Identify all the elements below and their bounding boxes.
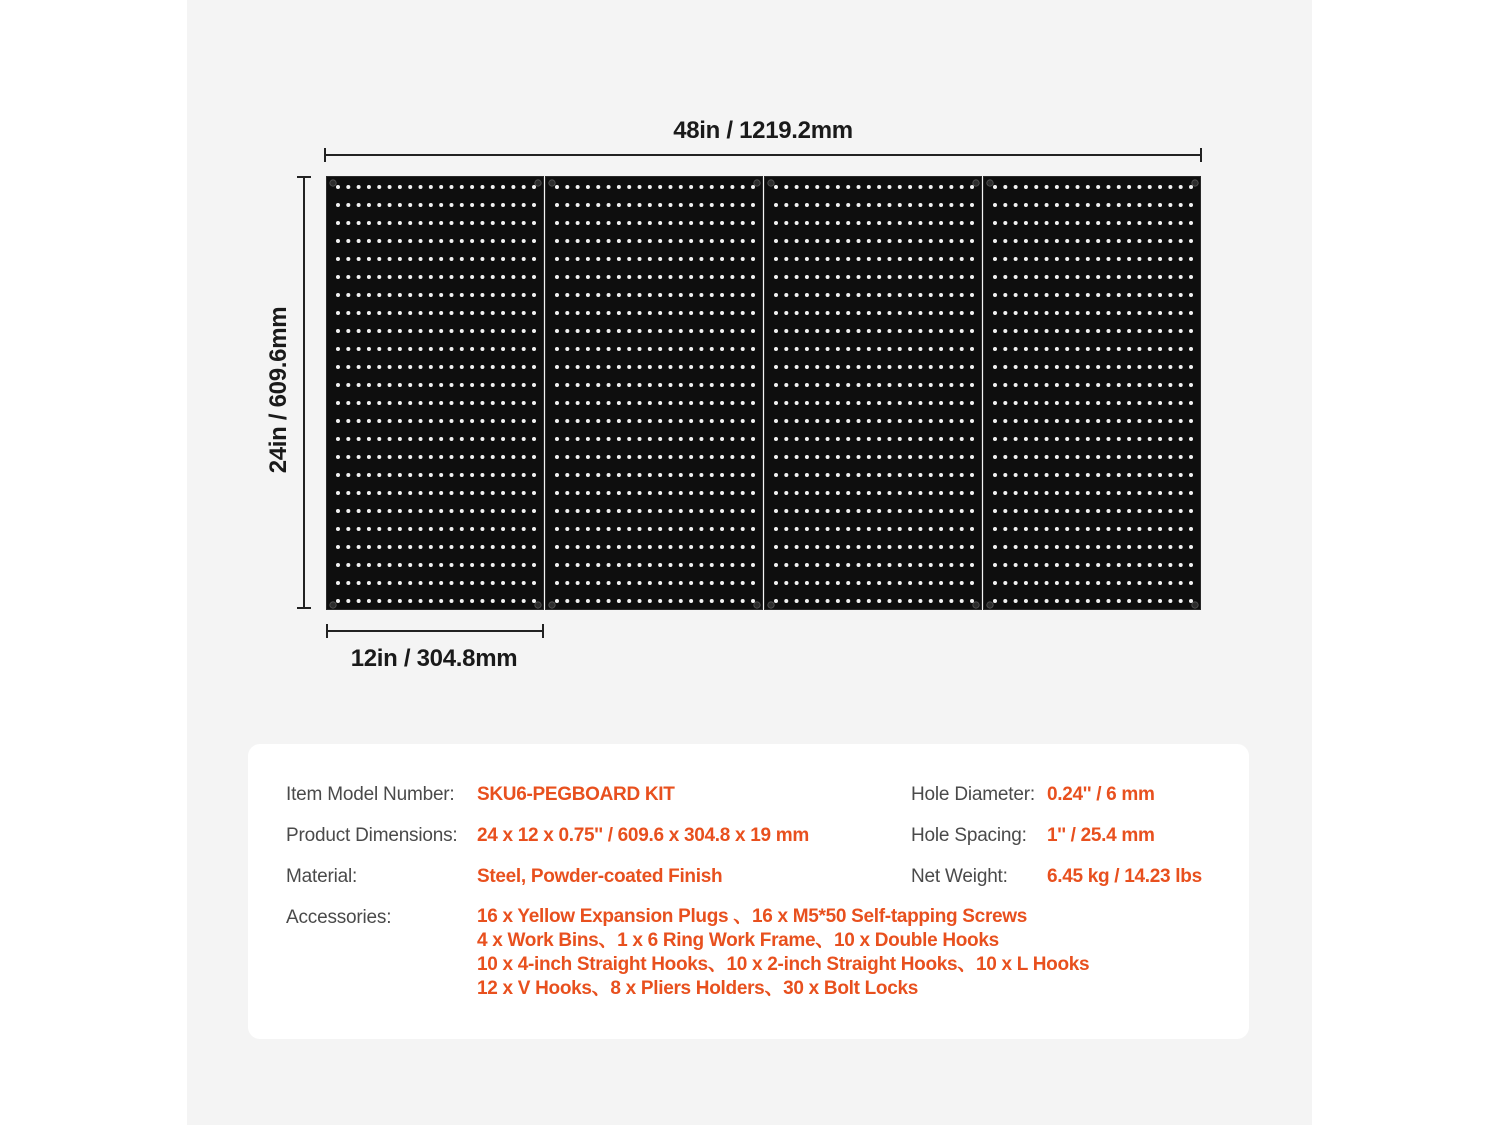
item-model-number-label: Item Model Number: [286,784,455,805]
pegboard-holes [327,177,545,611]
height-label: 24in / 609.6mm [265,306,292,474]
accessories-label: Accessories: [286,907,392,928]
panel-width-label: 12in / 304.8mm [350,645,518,672]
product-dimensions-label: Product Dimensions: [286,825,458,846]
pegboard-holes [984,177,1202,611]
net-weight-label: Net Weight: [911,866,1008,887]
pegboard-holes [546,177,764,611]
overall-width-line [325,154,1202,156]
material-value: Steel, Powder-coated Finish [477,866,723,887]
panel-width-cap-left [326,624,328,638]
accessories-line: 16 x Yellow Expansion Plugs 、16 x M5*50 Self-tapping Screws [477,906,1028,927]
accessories-list [477,905,1089,1001]
accessories-line: 12 x V Hooks、8 x Pliers Holders、30 x Bolt Locks [477,978,919,999]
overall-width-label: 48in / 1219.2mm [673,117,853,144]
pegboard-panel [545,176,763,610]
hole-spacing-label: Hole Spacing: [911,825,1027,846]
pegboard-holes [765,177,983,611]
net-weight-value: 6.45 kg / 14.23 lbs [1047,866,1202,887]
material-label: Material: [286,866,358,887]
panel-width-line [326,630,544,632]
pegboard-panel [983,176,1201,610]
accessories-line: 10 x 4-inch Straight Hooks、10 x 2-inch Straight Hooks、10 x L Hooks [477,954,1090,975]
pegboard [326,176,1202,610]
overall-width-cap-left [324,148,326,162]
overall-width-cap-right [1200,148,1202,162]
height-line [303,177,305,609]
item-model-number-value: SKU6-PEGBOARD KIT [477,784,675,805]
hole-spacing-value: 1'' / 25.4 mm [1047,825,1155,846]
hole-diameter-label: Hole Diameter: [911,784,1035,805]
panel-width-cap-right [542,624,544,638]
pegboard-panel [764,176,982,610]
accessories-line: 4 x Work Bins、1 x 6 Ring Work Frame、10 x Double Hooks [477,930,999,951]
product-dimensions-value: 24 x 12 x 0.75'' / 609.6 x 304.8 x 19 mm [477,825,809,846]
pegboard-panel [326,176,544,610]
hole-diameter-value: 0.24'' / 6 mm [1047,784,1155,805]
height-cap-top [297,176,311,178]
height-cap-bottom [297,607,311,609]
